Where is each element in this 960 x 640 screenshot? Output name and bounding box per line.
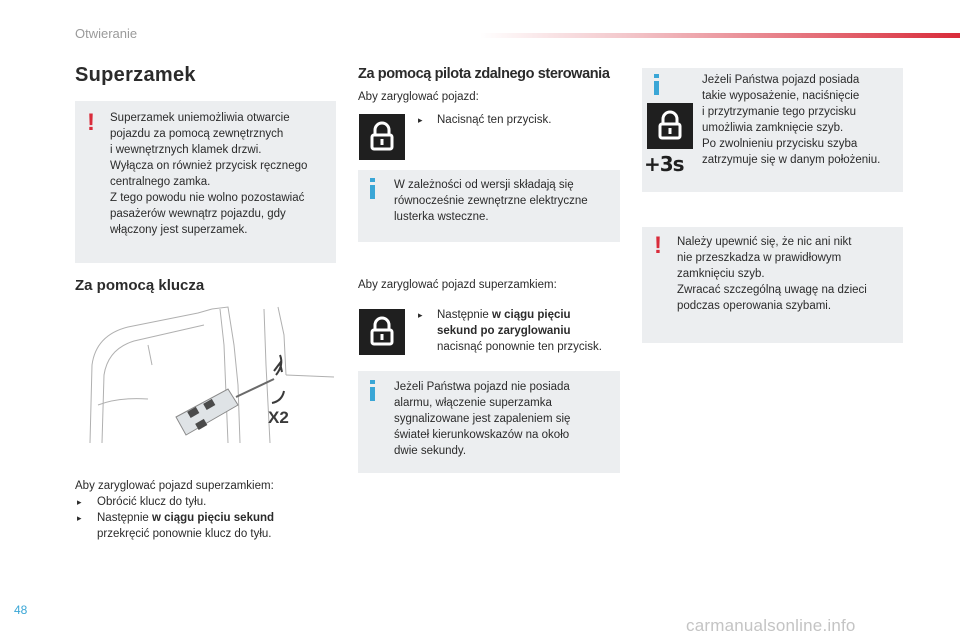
key-step-2: Następnie w ciągu pięciu sekund przekręcić ponownie klucz do tyłu.	[97, 512, 275, 540]
warning-text-superlock: Superzamek uniemożliwia otwarcie pojazdu za pomocą zewnętrznych i wewnętrznych klamek drzwi. Wyłącza on również przycisk ręcznego centralnego zamka. Z tego powodu nie wolno pozostawiać pasażerów wewnątrz pojazdu, gdy włączony jest superzamek.	[110, 112, 308, 236]
bullet-icon: ▸	[418, 115, 423, 125]
watermark: carmanualsonline.info	[686, 616, 856, 635]
info-text-alarm: Jeżeli Państwa pojazd nie posiada alarmu, włączenie superzamka sygnalizowane jest zapaleniem się świateł kierunkowskazów na około dwie sekundy.	[394, 381, 571, 457]
remote-section-title: Za pomocą pilota zdalnego sterowania	[358, 66, 610, 82]
hold-3s-icon: +3s	[644, 152, 684, 176]
lock-button-icon	[359, 309, 405, 355]
info-text-mirrors: W zależności od wersji składają się równocześnie zewnętrzne elektryczne lusterka wsteczne.	[394, 179, 588, 223]
lock-button-icon	[359, 114, 405, 160]
remote-step-2: Następnie w ciągu pięciu sekund po zaryglowaniu nacisnąć ponownie ten przycisk.	[437, 309, 602, 353]
bullet-icon: ▸	[418, 310, 423, 320]
page-number: 48	[14, 603, 28, 617]
key-step-1: Obrócić klucz do tyłu.	[97, 496, 207, 508]
warning-icon: !	[87, 109, 95, 136]
section-header: Otwieranie	[75, 26, 138, 41]
remote-step-1: Nacisnąć ten przycisk.	[437, 114, 552, 126]
key-intro: Aby zaryglować pojazd superzamkiem:	[75, 480, 274, 492]
warning-icon: !	[654, 232, 662, 259]
warning-text-windows: Należy upewnić się, że nic ani nikt nie przeszkadza w prawidłowym zamknięciu szyb. Zwracać szczególną uwagę na dzieci podczas operowania szybami.	[677, 236, 867, 312]
bullet-icon: ▸	[77, 497, 82, 507]
bullet-icon: ▸	[77, 513, 82, 523]
key-section-title: Za pomocą klucza	[75, 277, 205, 294]
remote-intro-lock: Aby zaryglować pojazd:	[358, 91, 479, 103]
page-title: Superzamek	[75, 64, 196, 86]
key-in-door-illustration	[88, 305, 336, 445]
illustration-label-x2: X2	[268, 408, 289, 427]
lock-button-icon	[647, 103, 693, 149]
header-divider	[480, 33, 960, 38]
remote-intro-superlock: Aby zaryglować pojazd superzamkiem:	[358, 279, 557, 291]
info-text-windows: Jeżeli Państwa pojazd posiada takie wyposażenie, naciśnięcie i przytrzymanie tego przycisku umożliwia zamknięcie szyb. Po zwolnieniu przycisku szyba zatrzymuje się w danym położeniu.	[702, 74, 881, 166]
